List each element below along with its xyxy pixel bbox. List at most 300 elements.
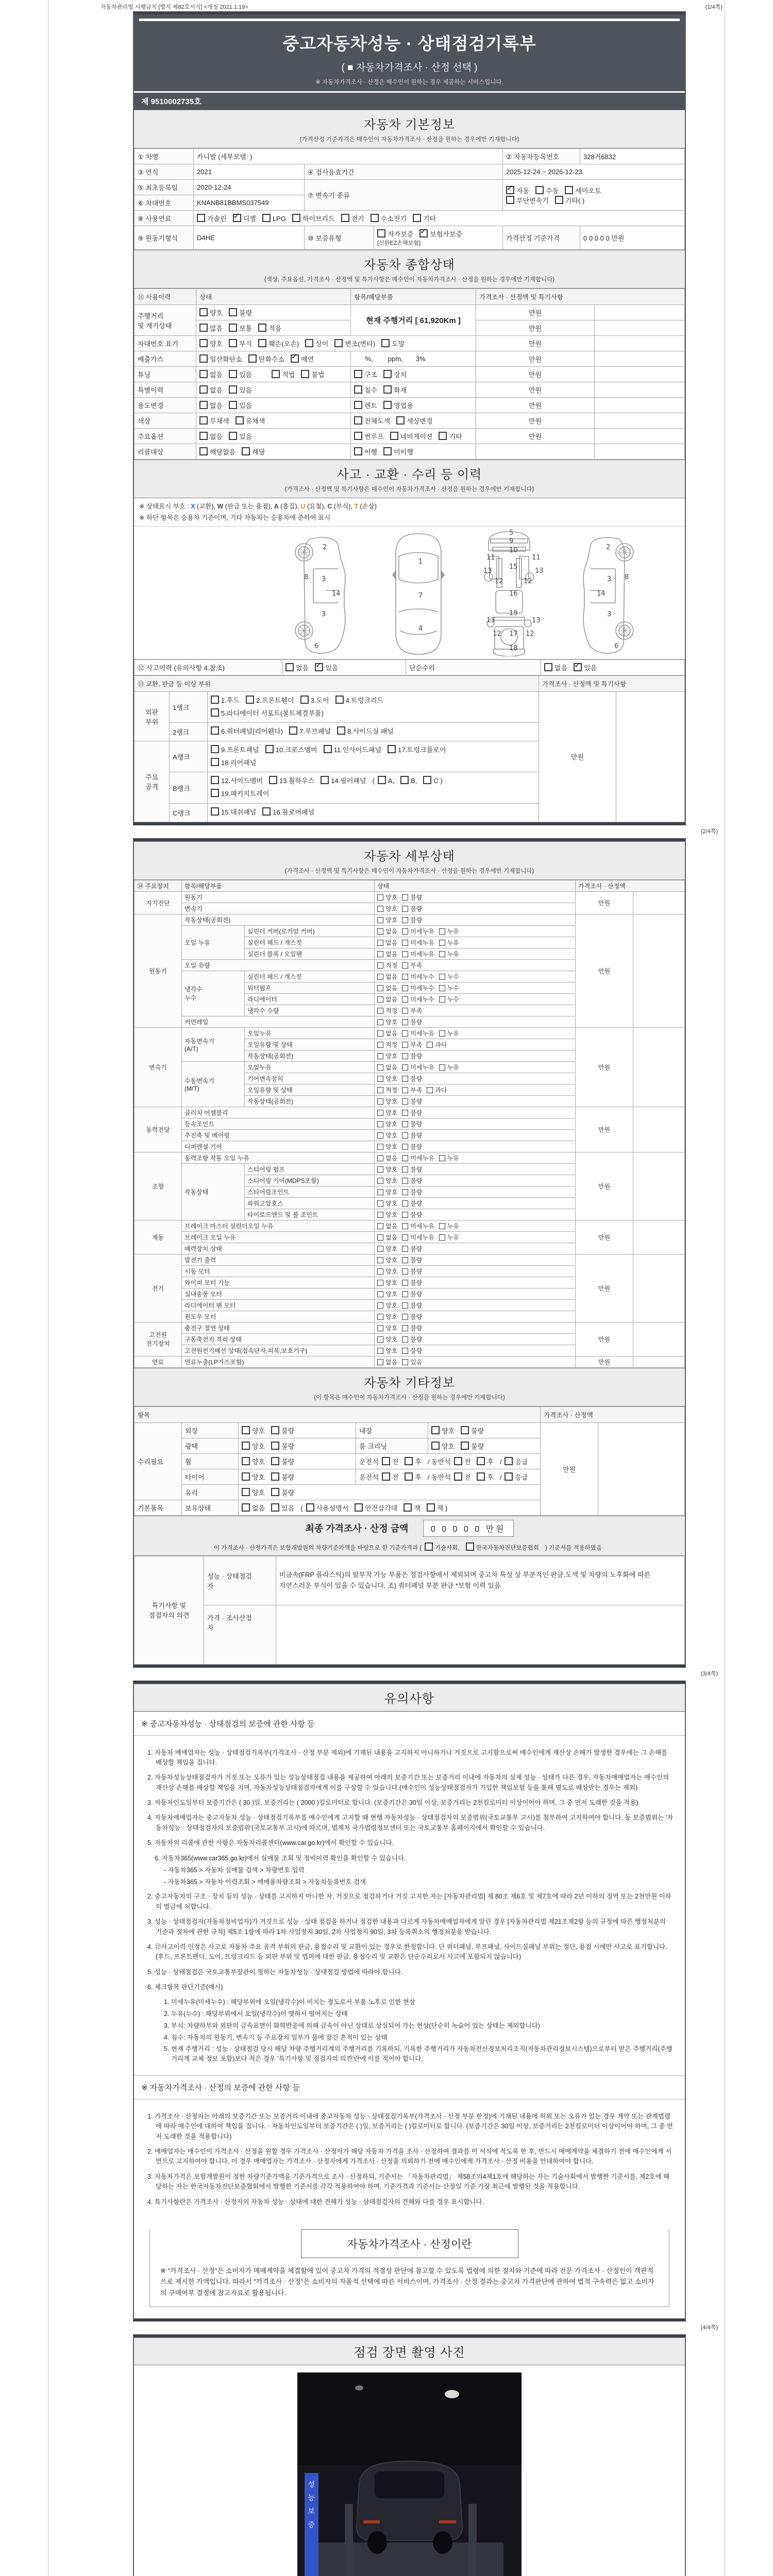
checkbox-icon[interactable] [377,1121,383,1127]
checkbox-option[interactable] [377,1018,397,1026]
checkbox-option[interactable] [506,195,549,205]
checkbox-icon[interactable] [402,1132,408,1139]
checkbox-option[interactable] [396,416,432,426]
checkbox-icon[interactable] [402,996,408,1003]
checkbox-option[interactable] [377,1029,397,1038]
checkbox-option[interactable] [506,185,529,195]
checkbox-icon[interactable] [262,214,271,222]
checkbox-icon[interactable] [555,196,563,204]
checkbox-icon[interactable] [377,951,383,957]
checkbox-option[interactable] [377,1244,397,1253]
checkbox-icon[interactable] [272,370,280,378]
checkbox-option[interactable] [199,385,223,395]
checkbox-option[interactable] [402,984,434,992]
checkbox-option[interactable] [382,1456,399,1466]
checkbox-option[interactable] [402,1222,434,1230]
checkbox-icon[interactable] [229,370,237,378]
checkbox-option[interactable] [233,213,256,223]
checkbox-icon[interactable] [402,1166,408,1173]
checkbox-icon[interactable] [505,1472,513,1481]
checkbox-icon[interactable] [402,917,408,923]
checkbox-option[interactable] [439,984,459,992]
checkbox-icon[interactable] [229,324,237,332]
checkbox-option[interactable] [402,904,422,913]
checkbox-icon[interactable] [402,1291,408,1297]
checkbox-icon[interactable] [334,339,343,347]
checkbox-option[interactable] [271,1472,294,1482]
checkbox-option[interactable] [229,400,252,410]
checkbox-option[interactable] [306,1503,349,1513]
checkbox-icon[interactable] [341,214,349,222]
checkbox-option[interactable] [565,185,601,195]
checkbox-option[interactable] [439,431,462,441]
checkbox-option[interactable] [377,1040,397,1049]
checkbox-icon[interactable] [242,1426,250,1434]
checkbox-option[interactable] [431,1441,455,1451]
checkbox-option[interactable] [439,995,459,1004]
checkbox-icon[interactable] [431,1426,440,1434]
checkbox-option[interactable] [199,369,223,379]
checkbox-option[interactable] [402,893,422,902]
checkbox-option[interactable] [402,1176,422,1185]
checkbox-icon[interactable] [378,776,386,784]
checkbox-icon[interactable] [377,962,383,969]
checkbox-option[interactable] [355,1503,397,1513]
checkbox-option[interactable] [402,916,422,924]
checkbox-option[interactable] [388,744,446,757]
checkbox-option[interactable] [236,416,265,426]
checkbox-option[interactable] [425,1543,460,1552]
checkbox-icon[interactable] [535,186,544,194]
checkbox-option[interactable] [300,694,329,707]
checkbox-option[interactable] [439,972,459,981]
checkbox-icon[interactable] [271,1488,279,1496]
checkbox-icon[interactable] [377,974,383,980]
checkbox-icon[interactable] [439,974,445,980]
checkbox-icon[interactable] [402,1246,408,1252]
checkbox-option[interactable] [439,1233,459,1242]
checkbox-option[interactable] [199,354,242,364]
checkbox-option[interactable] [402,1018,422,1026]
checkbox-option[interactable] [197,213,227,223]
checkbox-option[interactable] [211,694,240,707]
checkbox-icon[interactable] [431,1442,440,1450]
checkbox-icon[interactable] [377,1325,383,1331]
checkbox-option[interactable] [402,1256,422,1264]
checkbox-option[interactable] [377,1074,397,1083]
checkbox-icon[interactable] [199,416,208,425]
checkbox-icon[interactable] [377,906,383,912]
checkbox-icon[interactable] [402,1189,408,1195]
checkbox-option[interactable] [402,961,422,970]
checkbox-option[interactable] [383,400,413,410]
checkbox-option[interactable] [271,1456,294,1466]
checkbox-option[interactable] [377,1324,397,1332]
checkbox-option[interactable] [377,984,397,992]
checkbox-option[interactable] [461,1426,484,1435]
checkbox-checked-icon[interactable] [315,663,323,671]
checkbox-icon[interactable] [402,1178,408,1184]
checkbox-icon[interactable] [402,1223,408,1229]
checkbox-option[interactable] [402,1335,422,1344]
checkbox-icon[interactable] [402,1314,408,1320]
checkbox-option[interactable] [291,354,314,364]
checkbox-icon[interactable] [377,1257,383,1263]
checkbox-option[interactable] [402,1244,422,1253]
checkbox-icon[interactable] [242,447,250,455]
checkbox-icon[interactable] [402,1110,408,1116]
checkbox-option[interactable] [271,1487,294,1497]
checkbox-option[interactable] [315,663,338,672]
checkbox-option[interactable] [402,1120,422,1128]
checkbox-icon[interactable] [439,1223,445,1229]
checkbox-option[interactable] [439,1154,459,1162]
checkbox-icon[interactable] [383,401,392,409]
checkbox-option[interactable] [377,1097,397,1106]
checkbox-icon[interactable] [423,776,431,784]
checkbox-option[interactable] [400,775,417,788]
checkbox-icon[interactable] [402,1348,408,1354]
checkbox-option[interactable] [199,308,223,317]
checkbox-icon[interactable] [377,996,383,1003]
checkbox-option[interactable] [285,663,309,672]
checkbox-icon[interactable] [229,401,237,409]
checkbox-option[interactable] [242,1487,265,1497]
checkbox-icon[interactable] [377,1064,383,1071]
checkbox-checked-icon[interactable] [506,186,514,194]
checkbox-icon[interactable] [377,1200,383,1207]
checkbox-icon[interactable] [292,214,300,222]
checkbox-icon[interactable] [211,789,219,797]
checkbox-option[interactable] [402,927,434,936]
checkbox-icon[interactable] [565,186,573,194]
checkbox-icon[interactable] [354,432,362,440]
checkbox-icon[interactable] [402,940,408,946]
checkbox-icon[interactable] [404,1503,412,1512]
checkbox-option[interactable] [248,354,284,364]
checkbox-icon[interactable] [425,1543,433,1551]
checkbox-icon[interactable] [248,354,257,363]
checkbox-icon[interactable] [405,1472,413,1481]
checkbox-option[interactable] [477,1456,494,1466]
checkbox-icon[interactable] [506,196,514,204]
checkbox-option[interactable] [211,707,324,720]
checkbox-icon[interactable] [229,432,237,440]
checkbox-option[interactable] [402,1324,422,1332]
checkbox-icon[interactable] [242,1442,250,1450]
checkbox-icon[interactable] [242,1472,250,1481]
checkbox-option[interactable] [265,744,317,757]
checkbox-option[interactable] [354,385,377,395]
checkbox-option[interactable] [377,1165,397,1174]
checkbox-icon[interactable] [427,1042,433,1048]
checkbox-option[interactable] [229,323,252,333]
checkbox-icon[interactable] [439,1155,445,1161]
checkbox-option[interactable] [377,1278,397,1287]
checkbox-option[interactable] [271,1426,294,1435]
checkbox-icon[interactable] [211,708,219,717]
checkbox-option[interactable] [377,1301,397,1310]
checkbox-option[interactable] [402,1029,434,1038]
checkbox-option[interactable] [272,369,295,379]
checkbox-icon[interactable] [211,807,219,816]
checkbox-option[interactable] [377,995,397,1004]
checkbox-option[interactable] [377,1108,397,1117]
checkbox-option[interactable] [383,369,407,379]
checkbox-option[interactable] [354,431,384,441]
checkbox-icon[interactable] [439,940,445,946]
checkbox-option[interactable] [211,725,283,738]
checkbox-icon[interactable] [402,974,408,980]
checkbox-icon[interactable] [402,951,408,957]
checkbox-icon[interactable] [199,432,208,440]
checkbox-icon[interactable] [402,1030,408,1037]
checkbox-icon[interactable] [229,308,237,316]
checkbox-icon[interactable] [269,776,277,784]
checkbox-icon[interactable] [377,1053,383,1059]
checkbox-option[interactable] [199,416,229,426]
checkbox-option[interactable] [242,1472,265,1482]
checkbox-icon[interactable] [396,416,405,425]
checkbox-option[interactable] [271,1503,294,1513]
checkbox-option[interactable] [242,1456,265,1466]
checkbox-option[interactable] [242,1441,265,1451]
checkbox-icon[interactable] [199,354,208,363]
checkbox-option[interactable] [466,1543,539,1552]
checkbox-icon[interactable] [439,432,447,440]
checkbox-option[interactable] [390,431,433,441]
checkbox-icon[interactable] [402,1144,408,1150]
checkbox-option[interactable] [477,1472,494,1482]
checkbox-icon[interactable] [439,951,445,957]
checkbox-icon[interactable] [199,385,208,394]
checkbox-option[interactable] [337,725,394,738]
checkbox-icon[interactable] [402,1008,408,1014]
checkbox-option[interactable] [377,1256,397,1264]
checkbox-icon[interactable] [477,1472,485,1481]
checkbox-icon[interactable] [377,1314,383,1320]
checkbox-option[interactable] [402,1086,422,1094]
checkbox-option[interactable] [402,1312,422,1321]
checkbox-option[interactable] [402,1358,422,1366]
checkbox-option[interactable] [402,1346,422,1355]
checkbox-icon[interactable] [402,1302,408,1309]
checkbox-icon[interactable] [377,1268,383,1275]
checkbox-icon[interactable] [377,1110,383,1116]
checkbox-option[interactable] [305,338,328,348]
checkbox-icon[interactable] [285,663,294,671]
checkbox-icon[interactable] [242,1457,250,1465]
checkbox-option[interactable] [229,431,252,441]
checkbox-icon[interactable] [402,1155,408,1161]
checkbox-icon[interactable] [199,308,208,316]
checkbox-option[interactable] [439,938,459,947]
checkbox-icon[interactable] [199,401,208,409]
checkbox-icon[interactable] [262,807,271,816]
checkbox-icon[interactable] [335,696,344,704]
checkbox-icon[interactable] [377,1359,383,1365]
checkbox-option[interactable] [229,308,252,317]
checkbox-checked-icon[interactable] [291,354,299,363]
checkbox-option[interactable] [377,1233,397,1242]
checkbox-icon[interactable] [271,1426,279,1434]
checkbox-option[interactable] [439,1063,459,1072]
checkbox-option[interactable] [402,972,434,981]
checkbox-option[interactable] [258,323,281,333]
checkbox-icon[interactable] [454,1472,462,1481]
checkbox-icon[interactable] [439,985,445,991]
checkbox-icon[interactable] [402,1234,408,1241]
checkbox-icon[interactable] [402,1212,408,1218]
checkbox-option[interactable] [439,927,459,936]
checkbox-icon[interactable] [377,1098,383,1105]
checkbox-icon[interactable] [377,940,383,946]
checkbox-option[interactable] [377,1267,397,1276]
checkbox-icon[interactable] [199,447,208,455]
checkbox-option[interactable] [382,1472,399,1482]
checkbox-option[interactable] [419,229,462,239]
checkbox-option[interactable] [211,788,269,801]
checkbox-icon[interactable] [383,370,392,378]
checkbox-option[interactable] [402,1278,422,1287]
checkbox-option[interactable] [544,663,567,672]
checkbox-icon[interactable] [199,370,208,378]
checkbox-option[interactable] [377,1346,397,1355]
checkbox-icon[interactable] [229,385,237,394]
checkbox-option[interactable] [377,904,397,913]
checkbox-option[interactable] [271,1441,294,1451]
checkbox-option[interactable] [402,1006,422,1015]
checkbox-icon[interactable] [300,696,309,704]
checkbox-icon[interactable] [383,447,392,455]
checkbox-checked-icon[interactable] [419,229,428,238]
checkbox-icon[interactable] [197,214,205,222]
checkbox-option[interactable] [505,1472,528,1482]
checkbox-icon[interactable] [377,1223,383,1229]
checkbox-icon[interactable] [321,776,329,784]
checkbox-icon[interactable] [265,745,274,753]
checkbox-option[interactable] [242,447,265,456]
checkbox-icon[interactable] [377,1166,383,1173]
checkbox-icon[interactable] [427,1087,433,1093]
checkbox-option[interactable] [292,213,335,223]
checkbox-option[interactable] [383,447,413,456]
checkbox-icon[interactable] [354,447,362,455]
checkbox-icon[interactable] [354,401,362,409]
checkbox-option[interactable] [199,323,223,333]
checkbox-option[interactable] [377,972,397,981]
checkbox-icon[interactable] [427,1503,435,1512]
checkbox-option[interactable] [402,1108,422,1117]
checkbox-option[interactable] [402,1199,422,1208]
checkbox-icon[interactable] [305,339,313,347]
checkbox-option[interactable] [377,1142,397,1151]
checkbox-icon[interactable] [377,1246,383,1252]
checkbox-option[interactable] [535,185,559,195]
checkbox-icon[interactable] [377,1212,383,1218]
checkbox-option[interactable] [354,447,377,456]
checkbox-icon[interactable] [402,1268,408,1275]
checkbox-icon[interactable] [402,894,408,901]
checkbox-icon[interactable] [466,1543,474,1551]
checkbox-icon[interactable] [377,1280,383,1286]
checkbox-icon[interactable] [402,962,408,969]
checkbox-option[interactable] [377,1006,397,1015]
checkbox-icon[interactable] [242,1503,250,1512]
checkbox-option[interactable] [402,1290,422,1298]
checkbox-option[interactable] [229,338,252,348]
checkbox-option[interactable] [431,1426,455,1435]
checkbox-icon[interactable] [402,1257,408,1263]
checkbox-option[interactable] [262,806,314,819]
checkbox-option[interactable] [423,775,442,788]
checkbox-option[interactable] [377,893,397,902]
checkbox-icon[interactable] [402,1336,408,1343]
checkbox-option[interactable] [377,229,413,239]
checkbox-icon[interactable] [402,1064,408,1071]
checkbox-option[interactable] [199,400,223,410]
checkbox-icon[interactable] [211,726,219,735]
checkbox-icon[interactable] [383,385,392,394]
checkbox-icon[interactable] [377,1302,383,1309]
checkbox-option[interactable] [354,400,377,410]
checkbox-option[interactable] [321,775,366,788]
checkbox-option[interactable] [377,1222,397,1230]
checkbox-icon[interactable] [377,229,385,238]
checkbox-icon[interactable] [377,1291,383,1297]
checkbox-option[interactable] [427,1040,447,1049]
checkbox-option[interactable] [377,1312,397,1321]
checkbox-icon[interactable] [405,1457,413,1465]
checkbox-option[interactable] [269,775,314,788]
checkbox-option[interactable] [377,916,397,924]
checkbox-option[interactable] [229,369,252,379]
checkbox-option[interactable] [377,1131,397,1140]
checkbox-option[interactable] [377,950,397,958]
checkbox-option[interactable] [454,1456,471,1466]
checkbox-option[interactable] [574,663,597,672]
checkbox-option[interactable] [427,1503,448,1513]
checkbox-option[interactable] [402,1097,422,1106]
checkbox-option[interactable] [199,447,236,456]
checkbox-icon[interactable] [199,339,208,347]
checkbox-icon[interactable] [377,1019,383,1025]
checkbox-option[interactable] [402,1165,422,1174]
checkbox-option[interactable] [402,950,434,958]
checkbox-icon[interactable] [377,1178,383,1184]
checkbox-option[interactable] [377,1290,397,1298]
checkbox-icon[interactable] [505,1457,513,1465]
checkbox-icon[interactable] [381,339,390,347]
checkbox-icon[interactable] [377,1348,383,1354]
checkbox-option[interactable] [377,1063,397,1072]
checkbox-icon[interactable] [377,894,383,901]
checkbox-icon[interactable] [388,745,396,753]
checkbox-icon[interactable] [439,996,445,1003]
checkbox-icon[interactable] [258,324,266,332]
checkbox-icon[interactable] [377,1189,383,1195]
checkbox-option[interactable] [402,1301,422,1310]
checkbox-option[interactable] [354,369,377,379]
checkbox-option[interactable] [199,431,223,441]
checkbox-icon[interactable] [402,1019,408,1025]
checkbox-icon[interactable] [402,906,408,912]
checkbox-option[interactable] [211,744,259,757]
checkbox-icon[interactable] [377,917,383,923]
checkbox-icon[interactable] [337,726,345,735]
checkbox-checked-icon[interactable] [574,663,582,671]
checkbox-option[interactable] [324,744,381,757]
